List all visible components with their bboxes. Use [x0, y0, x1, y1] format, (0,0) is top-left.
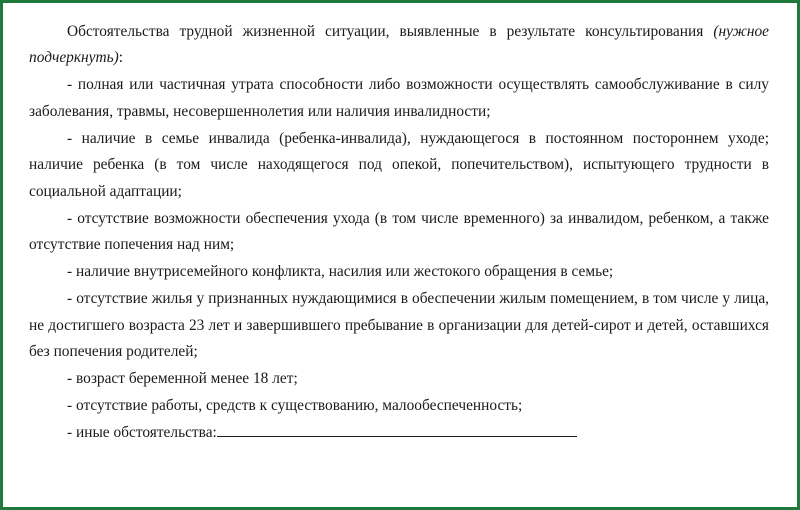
list-item-3: - отсутствие возможности обеспечения ухода (в том числе временного) за инвалидом, ребенком, а также отсутствие попечения над ним;	[29, 209, 769, 254]
list-item-1: - полная или частичная утрата способности либо возможности осуществлять самообслуживание в силу заболевания, травмы, несовершеннолетия или наличия инвалидности;	[29, 76, 769, 120]
list-item-2: - наличие в семье инвалида (ребенка-инвалида), нуждающегося в постоянном постороннем уходе; наличие ребенка (в том числе находящегося под опекой, попечительством), испытующего трудности в социальной адаптации;	[29, 129, 769, 200]
list-item-5: - отсутствие жилья у признанных нуждающимися в обеспечении жилым помещением, в том числе у лица, не достигшего возраста 23 лет и завершившего пребывание в организации для детей-сирот и детей, оставшихся без попечения родителей;	[29, 290, 769, 361]
list-item-8-label: - иные обстоятельства:	[67, 424, 217, 442]
intro-tail-text: :	[118, 49, 124, 67]
intro-lead-text: Обстоятельства трудной жизненной ситуации, выявленные в результате консультирования	[67, 23, 714, 40]
document-body	[29, 19, 769, 447]
paragraph-intro	[29, 19, 769, 72]
list-item-4: - наличие внутрисемейного конфликта, насилия или жестокого обращения в семье;	[67, 263, 614, 281]
list-item-6: - возраст беременной менее 18 лет;	[67, 370, 298, 388]
list-item-7: - отсутствие работы, средств к существованию, малообеспеченность;	[67, 397, 523, 415]
other-circumstances-fill-line[interactable]	[217, 422, 577, 438]
intro-italic-note: (нужное подчеркнуть)	[29, 23, 769, 67]
list-item-8	[29, 420, 769, 446]
